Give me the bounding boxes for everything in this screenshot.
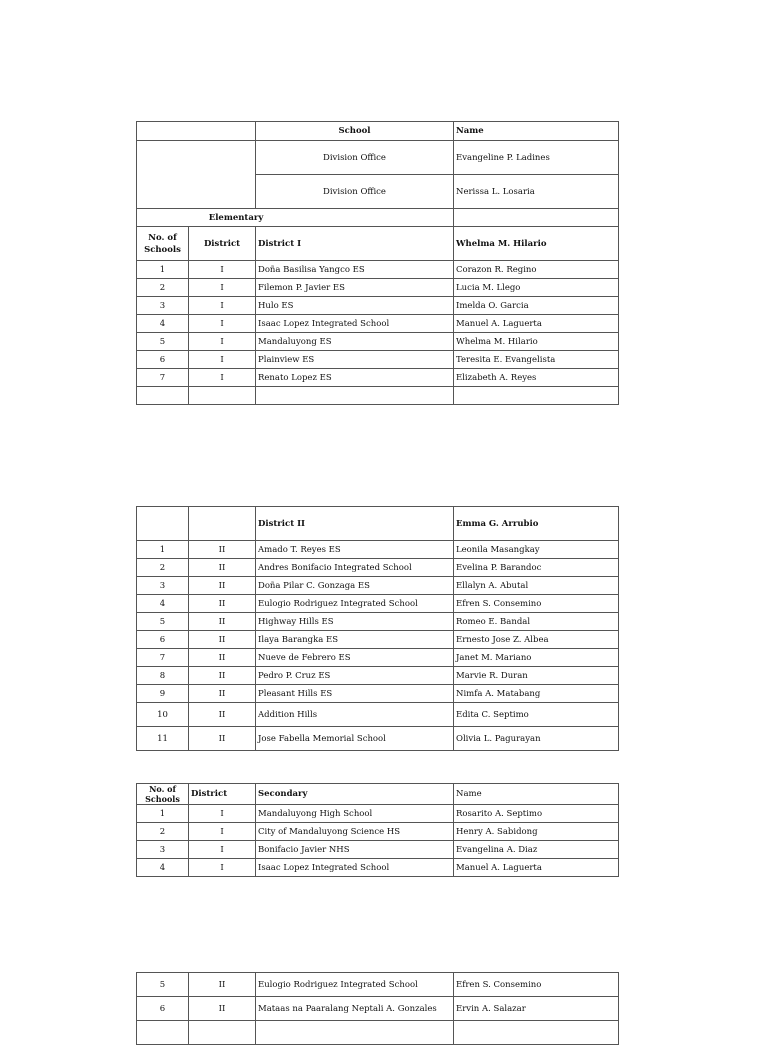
district-title: District II <box>256 507 454 541</box>
table-row: 4 I Isaac Lopez Integrated School Manuel A. Laguerta <box>137 859 619 877</box>
table-row: 3 II Doña Pilar C. Gonzaga ES Ellalyn A. Abutal <box>137 577 619 595</box>
table-row: 7 II Nueve de Febrero ES Janet M. Mariano <box>137 649 619 667</box>
table-row <box>137 1021 619 1045</box>
table-row: 1 II Amado T. Reyes ES Leonila Masangkay <box>137 541 619 559</box>
table-row: 1 I Doña Basilisa Yangco ES Corazon R. Regino <box>137 261 619 279</box>
table-row: 8 II Pedro P. Cruz ES Marvie R. Duran <box>137 667 619 685</box>
division-person-cell: Evangeline P. Ladines <box>454 141 619 175</box>
table-row: 6 II Mataas na Paaralang Neptali A. Gonzales Ervin A. Salazar <box>137 997 619 1021</box>
col-header-name: Name <box>454 784 619 805</box>
col-header-district: District <box>189 227 256 261</box>
section-label-elementary: Elementary <box>137 209 454 227</box>
table-row: 1 I Mandaluyong High School Rosarito A. Septimo <box>137 805 619 823</box>
table-row: 7 I Renato Lopez ES Elizabeth A. Reyes <box>137 369 619 387</box>
district-title: District I <box>256 227 454 261</box>
division-person-cell: Nerissa L. Losaria <box>454 175 619 209</box>
table-row: 2 II Andres Bonifacio Integrated School Evelina P. Barandoc <box>137 559 619 577</box>
table-row: 3 I Hulo ES Imelda O. Garcia <box>137 297 619 315</box>
col-header-no-of-schools: No. of Schools <box>137 784 189 805</box>
elementary-district-ii-table <box>136 506 619 751</box>
table-row: 6 I Plainview ES Teresita E. Evangelista <box>137 351 619 369</box>
table-row: 11 II Jose Fabella Memorial School Olivia L. Pagurayan <box>137 727 619 751</box>
district-head: Whelma M. Hilario <box>454 227 619 261</box>
table-row: 2 I City of Mandaluyong Science HS Henry A. Sabidong <box>137 823 619 841</box>
table-row: 4 I Isaac Lopez Integrated School Manuel A. Laguerta <box>137 315 619 333</box>
table-row: 5 II Eulogio Rodriguez Integrated School Efren S. Consemino <box>137 973 619 997</box>
header-name: Name <box>454 122 619 141</box>
table-row: 5 II Highway Hills ES Romeo E. Bandal <box>137 613 619 631</box>
col-header-no-of-schools: No. of Schools <box>137 227 189 261</box>
col-header-secondary: Secondary <box>256 784 454 805</box>
table-row: 4 II Eulogio Rodriguez Integrated School Efren S. Consemino <box>137 595 619 613</box>
elementary-district-i-table <box>136 121 619 405</box>
division-office-cell: Division Office <box>256 175 454 209</box>
secondary-table <box>136 783 619 877</box>
empty-row <box>137 387 619 405</box>
table-row: 3 I Bonifacio Javier NHS Evangelina A. Diaz <box>137 841 619 859</box>
division-office-cell: Division Office <box>256 141 454 175</box>
table-row: 10 II Addition Hills Edita C. Septimo <box>137 703 619 727</box>
table-row: 2 I Filemon P. Javier ES Lucia M. Llego <box>137 279 619 297</box>
secondary-continued-table <box>136 972 619 1045</box>
header-school: School <box>256 122 454 141</box>
district-head: Emma G. Arrubio <box>454 507 619 541</box>
table-row: 5 I Mandaluyong ES Whelma M. Hilario <box>137 333 619 351</box>
col-header-district: District <box>189 784 256 805</box>
table-row: 9 II Pleasant Hills ES Nimfa A. Matabang <box>137 685 619 703</box>
table-row: 6 II Ilaya Barangka ES Ernesto Jose Z. Albea <box>137 631 619 649</box>
